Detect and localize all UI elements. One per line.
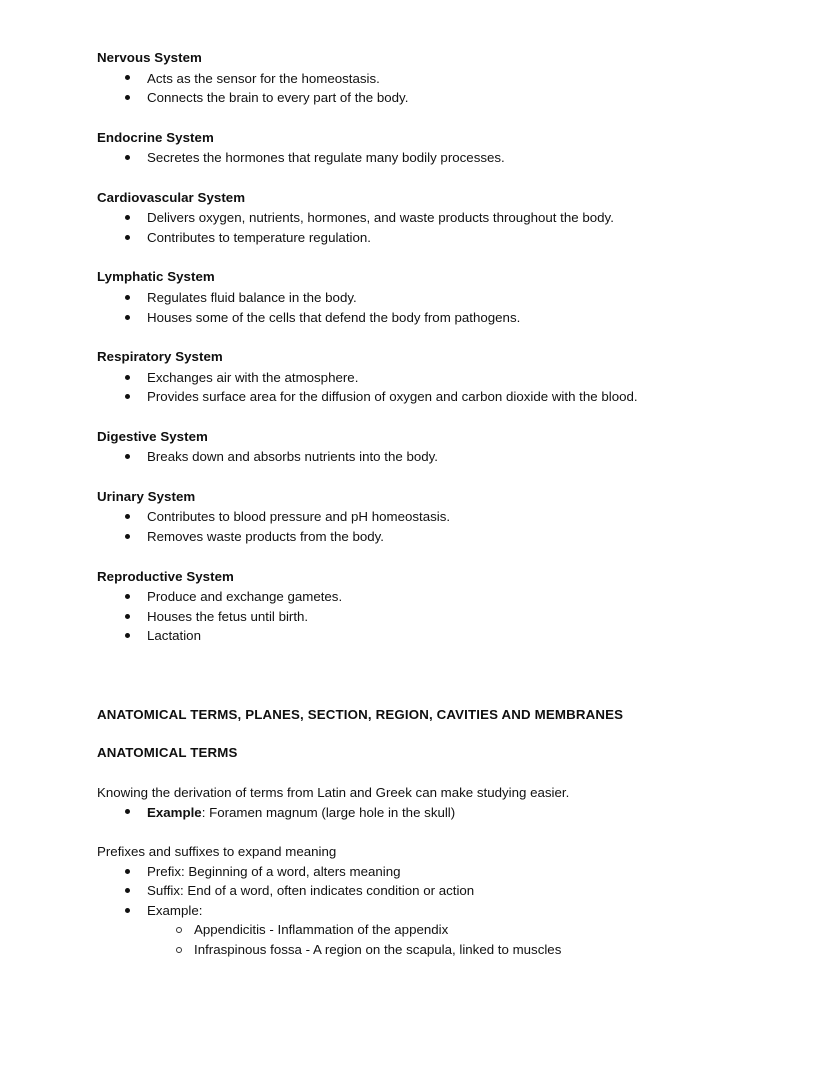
list-item-text: Removes waste products from the body. <box>147 529 384 545</box>
bullet-dot-icon <box>125 208 135 228</box>
example-label: Example <box>147 804 202 820</box>
system-block-digestive <box>97 427 737 467</box>
affixes-block <box>97 842 737 960</box>
system-heading-lymphatic: Lymphatic System <box>97 269 215 285</box>
list-item <box>97 862 737 882</box>
list-item-text: Infraspinous fossa - A region on the scapula, linked to muscles <box>194 942 562 958</box>
system-heading-urinary: Urinary System <box>97 488 196 504</box>
example-text: : Foramen magnum (large hole in the skull) <box>201 804 456 820</box>
list-item-text: Provides surface area for the diffusion of oxygen and carbon dioxide with the blood. <box>147 389 638 405</box>
system-heading-endocrine: Endocrine System <box>97 129 214 145</box>
bullet-dot-icon <box>125 527 135 547</box>
system-bullet-list-reproductive <box>97 587 737 646</box>
page-title: ANATOMICAL TERMS, PLANES, SECTION, REGION, CAVITIES AND MEMBRANES <box>97 706 624 722</box>
list-item <box>97 587 737 607</box>
list-item-text: Regulates fluid balance in the body. <box>147 289 357 305</box>
list-item <box>97 228 737 248</box>
list-item <box>97 88 737 108</box>
major-heading-block <box>97 705 737 725</box>
system-heading-nervous: Nervous System <box>97 50 202 65</box>
bullet-dot-icon <box>125 69 135 89</box>
document-content <box>97 48 737 960</box>
list-item-text: Acts as the sensor for the homeostasis. <box>147 70 380 86</box>
list-item-text: Produce and exchange gametes. <box>147 589 343 605</box>
system-heading-respiratory: Respiratory System <box>97 349 223 365</box>
list-item <box>97 527 737 547</box>
system-block-reproductive <box>97 567 737 646</box>
system-heading-digestive: Digestive System <box>97 428 208 444</box>
list-item <box>97 626 737 646</box>
system-bullet-list-nervous <box>97 69 737 108</box>
section-title: ANATOMICAL TERMS <box>97 745 238 761</box>
bullet-dot-icon <box>125 862 135 882</box>
body-systems-section <box>97 48 737 646</box>
system-block-lymphatic <box>97 267 737 327</box>
system-bullet-list-respiratory <box>97 368 737 407</box>
spacer <box>97 724 737 743</box>
list-item-text: Connects the brain to every part of the body. <box>147 90 409 106</box>
list-item-text: Exchanges air with the atmosphere. <box>147 369 359 385</box>
list-item-text: Houses some of the cells that defend the body from pathogens. <box>147 309 521 325</box>
system-block-respiratory <box>97 347 737 407</box>
list-item <box>97 368 737 388</box>
bullet-dot-icon <box>125 288 135 308</box>
spacer <box>97 666 737 705</box>
list-item <box>97 803 737 823</box>
list-item-text: Lactation <box>147 628 201 644</box>
affixes-sub-bullet-list <box>97 920 737 959</box>
list-item <box>97 308 737 328</box>
list-item-text: Breaks down and absorbs nutrients into the body. <box>147 449 438 465</box>
system-bullet-list-cardiovascular <box>97 208 737 247</box>
system-heading-reproductive: Reproductive System <box>97 568 234 584</box>
list-item-text <box>147 805 455 820</box>
list-item-text: Appendicitis - Inflammation of the appendix <box>194 922 449 938</box>
list-item <box>97 69 737 89</box>
system-block-urinary <box>97 487 737 547</box>
system-heading-cardiovascular: Cardiovascular System <box>97 189 246 205</box>
bullet-dot-icon <box>125 447 135 467</box>
list-item-text: Prefix: Beginning of a word, alters meaning <box>147 863 401 879</box>
system-bullet-list-urinary <box>97 507 737 546</box>
derivation-bullet-list <box>97 803 737 823</box>
bullet-dot-icon <box>125 88 135 108</box>
bullet-dot-icon <box>125 228 135 248</box>
bullet-dot-icon <box>125 587 135 607</box>
spacer <box>97 763 737 783</box>
list-item <box>97 447 737 467</box>
list-item <box>97 288 737 308</box>
list-item-text: Example: <box>147 902 203 918</box>
list-item <box>97 387 737 407</box>
sub-heading-block <box>97 743 737 763</box>
list-item-text: Delivers oxygen, nutrients, hormones, and waste products throughout the body. <box>147 210 614 226</box>
system-block-nervous <box>97 48 737 108</box>
list-item <box>97 901 737 921</box>
affixes-bullet-list <box>97 862 737 921</box>
list-item <box>97 148 737 168</box>
bullet-dot-icon <box>125 368 135 388</box>
affixes-paragraph: Prefixes and suffixes to expand meaning <box>97 844 337 860</box>
bullet-dot-icon <box>125 626 135 646</box>
list-item-text: Houses the fetus until birth. <box>147 608 309 624</box>
list-item <box>97 507 737 527</box>
bullet-dot-icon <box>125 308 135 328</box>
list-item-text: Suffix: End of a word, often indicates condition or action <box>147 883 475 899</box>
derivation-paragraph: Knowing the derivation of terms from Latin and Greek can make studying easier. <box>97 784 570 800</box>
derivation-block <box>97 783 737 822</box>
system-block-endocrine <box>97 128 737 168</box>
bullet-dot-icon <box>125 803 135 823</box>
bullet-dot-icon <box>125 901 135 921</box>
bullet-circle-icon <box>176 920 186 940</box>
system-bullet-list-endocrine <box>97 148 737 168</box>
bullet-dot-icon <box>125 507 135 527</box>
list-item <box>97 881 737 901</box>
list-item <box>97 607 737 627</box>
list-item-text: Contributes to temperature regulation. <box>147 229 371 245</box>
bullet-circle-icon <box>176 940 186 960</box>
system-bullet-list-lymphatic <box>97 288 737 327</box>
system-bullet-list-digestive <box>97 447 737 467</box>
list-item-text: Secretes the hormones that regulate many bodily processes. <box>147 150 505 166</box>
system-block-cardiovascular <box>97 188 737 248</box>
bullet-dot-icon <box>125 387 135 407</box>
list-item <box>97 940 737 960</box>
bullet-dot-icon <box>125 148 135 168</box>
bullet-dot-icon <box>125 607 135 627</box>
list-item-text: Contributes to blood pressure and pH homeostasis. <box>147 509 451 525</box>
list-item <box>97 208 737 228</box>
bullet-dot-icon <box>125 881 135 901</box>
list-item <box>97 920 737 940</box>
spacer <box>97 822 737 842</box>
